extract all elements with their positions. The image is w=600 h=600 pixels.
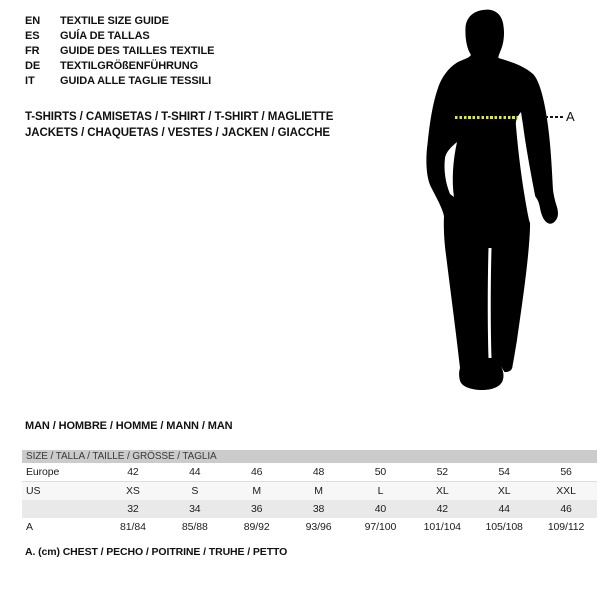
size-cell: 34 <box>164 500 226 518</box>
language-row-it <box>25 73 214 88</box>
measure-footnote: A. (cm) CHEST / PECHO / POITRINE / TRUHE / PETTO <box>25 546 288 558</box>
size-table-header-row <box>22 450 597 463</box>
size-cell: M <box>226 482 288 501</box>
garment-type-list <box>25 111 333 143</box>
language-row-es <box>25 28 214 43</box>
size-cell: 36 <box>226 500 288 518</box>
size-cell: 44 <box>189 466 201 478</box>
size-cell: 85/88 <box>181 521 208 533</box>
man-silhouette <box>400 0 580 400</box>
size-cell: 44 <box>473 500 535 518</box>
size-cell: 81/84 <box>120 521 146 533</box>
size-cell: 89/92 <box>243 521 270 533</box>
man-silhouette-body <box>426 10 558 390</box>
size-row-label: A <box>26 521 33 533</box>
table-row-europe <box>22 463 597 482</box>
size-cell: M <box>288 482 350 501</box>
size-cell: XL <box>411 482 473 501</box>
chest-measure-line <box>455 116 518 119</box>
size-cell: 52 <box>436 466 449 478</box>
language-label: TEXTILE SIZE GUIDE <box>60 14 169 27</box>
table-row-us <box>22 482 597 501</box>
chest-measure-label: A <box>566 109 575 124</box>
size-cell: 97/100 <box>364 521 397 533</box>
size-cell: 46 <box>250 466 263 478</box>
size-cell: 105/108 <box>485 521 523 533</box>
garment-line-jackets: JACKETS / CHAQUETAS / VESTES / JACKEN / GIACCHE <box>25 127 330 139</box>
size-cell: S <box>164 482 226 501</box>
size-cell: 42 <box>127 466 139 478</box>
table-row-chest-measure <box>22 518 597 536</box>
language-code: ES <box>25 29 40 42</box>
size-row-label: US <box>22 482 102 501</box>
table-row-numeric-sizes <box>22 500 597 518</box>
size-cell: 40 <box>350 500 412 518</box>
language-code: EN <box>25 14 41 27</box>
language-list <box>25 13 214 88</box>
size-cell: 32 <box>102 500 164 518</box>
size-cell: 46 <box>535 500 597 518</box>
size-cell: 56 <box>560 466 572 478</box>
language-code: IT <box>25 74 35 87</box>
size-table <box>22 450 597 536</box>
language-row-de <box>25 58 214 73</box>
size-cell: 48 <box>312 466 325 478</box>
size-cell: 50 <box>374 466 387 478</box>
size-cell: XL <box>473 482 535 501</box>
language-label: TEXTILGRÖßENFÜHRUNG <box>60 59 199 72</box>
language-row-fr <box>25 43 214 58</box>
section-heading-man: MAN / HOMBRE / HOMME / MANN / MAN <box>25 420 233 432</box>
size-cell: XXL <box>535 482 597 501</box>
size-cell: L <box>350 482 412 501</box>
language-row-en <box>25 13 214 28</box>
chest-measure-leader-line <box>545 116 563 118</box>
size-row-label: Europe <box>26 466 60 478</box>
size-table-header: SIZE / TALLA / TAILLE / GRÖSSE / TAGLIA <box>22 450 597 463</box>
size-cell: 38 <box>288 500 350 518</box>
language-code: DE <box>25 59 41 72</box>
language-code: FR <box>25 44 40 57</box>
size-cell: 54 <box>498 466 510 478</box>
size-cell: 42 <box>411 500 473 518</box>
language-label: GUIDE DES TAILLES TEXTILE <box>60 44 215 57</box>
size-cell: 93/96 <box>305 521 332 533</box>
language-label: GUÍA DE TALLAS <box>60 29 150 42</box>
size-cell: XS <box>102 482 164 501</box>
garment-line-tshirts: T-SHIRTS / CAMISETAS / T-SHIRT / T-SHIRT / MAGLIETTE <box>25 111 334 123</box>
size-row-label <box>22 500 102 518</box>
size-cell: 101/104 <box>423 521 461 533</box>
language-label: GUIDA ALLE TAGLIE TESSILI <box>60 74 212 87</box>
size-cell: 109/112 <box>547 521 585 533</box>
